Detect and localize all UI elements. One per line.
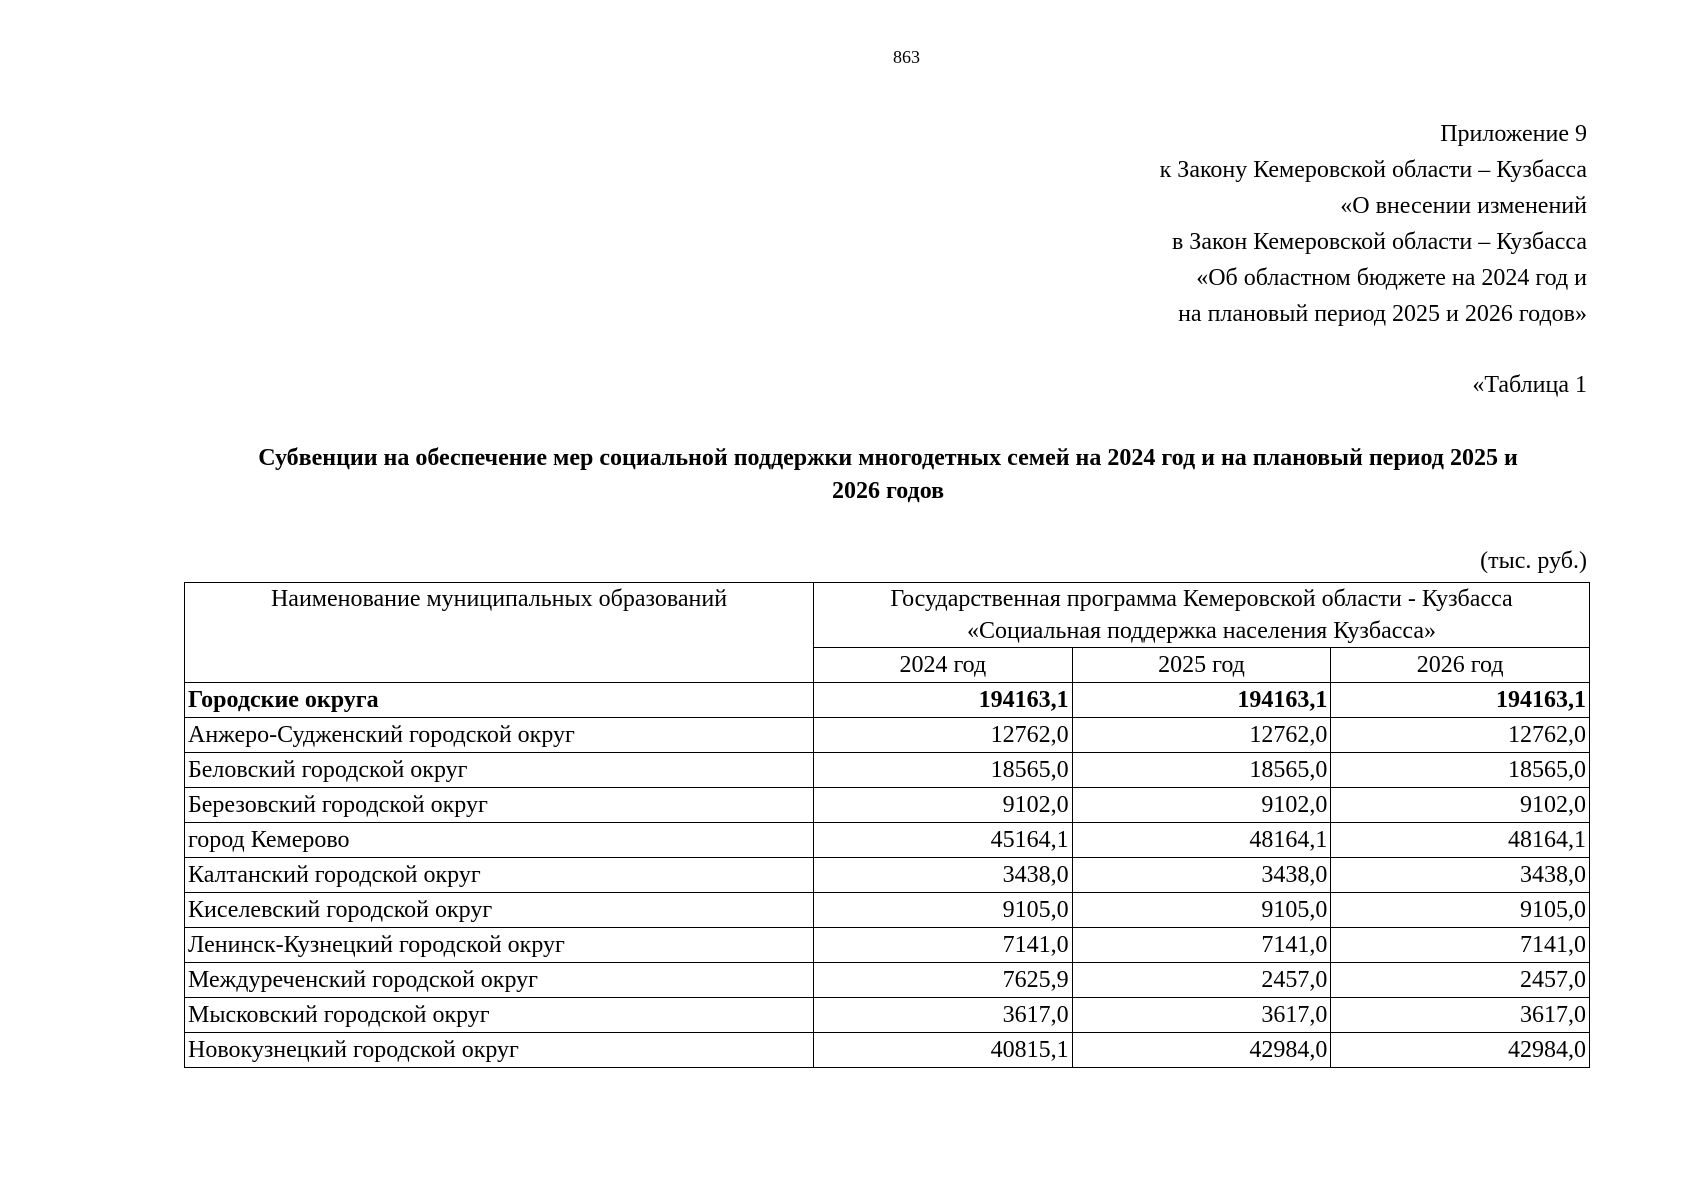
cell-name: Анжеро-Судженский городской округ [185, 718, 814, 753]
cell-2025: 12762,0 [1072, 718, 1331, 753]
cell-2026: 2457,0 [1331, 963, 1590, 998]
table-row [185, 998, 1590, 1033]
cell-2026: 7141,0 [1331, 928, 1590, 963]
header-program-line: Государственная программа Кемеровской области - Кузбасса [890, 586, 1513, 612]
cell-2026: 194163,1 [1331, 683, 1590, 718]
table-row [185, 1033, 1590, 1068]
document-title [188, 442, 1588, 508]
cell-name: Ленинск-Кузнецкий городской округ [185, 928, 814, 963]
cell-2025: 9102,0 [1072, 788, 1331, 823]
table-caption: «Таблица 1 [1472, 372, 1587, 398]
cell-2025: 3438,0 [1072, 858, 1331, 893]
cell-2026: 18565,0 [1331, 753, 1590, 788]
subsidies-table [184, 582, 1590, 1068]
cell-2024: 18565,0 [814, 753, 1073, 788]
cell-2025: 18565,0 [1072, 753, 1331, 788]
table-row [185, 928, 1590, 963]
units-label: (тыс. руб.) [1480, 548, 1587, 574]
cell-2025: 42984,0 [1072, 1033, 1331, 1068]
table-row [185, 963, 1590, 998]
document-title-line: Субвенции на обеспечение мер социальной поддержки многодетных семей на 2024 год и на плановый период 2025 и [258, 445, 1518, 471]
table-header-row [185, 583, 1590, 648]
cell-2025: 48164,1 [1072, 823, 1331, 858]
cell-name: Городские округа [185, 683, 814, 718]
cell-2024: 12762,0 [814, 718, 1073, 753]
header-year-2025: 2025 год [1072, 648, 1331, 683]
cell-2026: 48164,1 [1331, 823, 1590, 858]
table-row-total [185, 683, 1590, 718]
cell-name: Беловский городской округ [185, 753, 814, 788]
cell-2024: 3617,0 [814, 998, 1073, 1033]
cell-2024: 9105,0 [814, 893, 1073, 928]
cell-2024: 194163,1 [814, 683, 1073, 718]
cell-name: город Кемерово [185, 823, 814, 858]
cell-2024: 3438,0 [814, 858, 1073, 893]
document-title-line: 2026 годов [831, 478, 945, 504]
table-row [185, 893, 1590, 928]
header-year-2026: 2026 год [1331, 648, 1590, 683]
cell-2024: 7625,9 [814, 963, 1073, 998]
appendix-line: в Закон Кемеровской области – Кузбасса [1171, 229, 1587, 255]
appendix-line: «Об областном бюджете на 2024 год и [1196, 265, 1587, 291]
cell-name: Новокузнецкий городской округ [185, 1033, 814, 1068]
cell-2024: 40815,1 [814, 1033, 1073, 1068]
appendix-line: Приложение 9 [1440, 121, 1587, 147]
cell-2025: 194163,1 [1072, 683, 1331, 718]
cell-name: Калтанский городской округ [185, 858, 814, 893]
cell-2025: 7141,0 [1072, 928, 1331, 963]
header-program-line: «Социальная поддержка населения Кузбасса» [966, 618, 1437, 644]
table-row [185, 788, 1590, 823]
cell-2026: 3438,0 [1331, 858, 1590, 893]
cell-name: Киселевский городской округ [185, 893, 814, 928]
header-year-2024: 2024 год [814, 648, 1073, 683]
header-municipality: Наименование муниципальных образований [185, 583, 814, 683]
cell-2026: 3617,0 [1331, 998, 1590, 1033]
cell-2024: 7141,0 [814, 928, 1073, 963]
cell-2025: 2457,0 [1072, 963, 1331, 998]
cell-2026: 9105,0 [1331, 893, 1590, 928]
appendix-reference [1160, 116, 1587, 332]
header-program [814, 583, 1590, 648]
cell-2024: 45164,1 [814, 823, 1073, 858]
cell-2026: 42984,0 [1331, 1033, 1590, 1068]
table-row [185, 823, 1590, 858]
cell-2024: 9102,0 [814, 788, 1073, 823]
table-row [185, 753, 1590, 788]
appendix-line: к Закону Кемеровской области – Кузбасса [1159, 157, 1587, 183]
cell-name: Междуреченский городской округ [185, 963, 814, 998]
cell-name: Мысковский городской округ [185, 998, 814, 1033]
cell-2025: 9105,0 [1072, 893, 1331, 928]
cell-2026: 9102,0 [1331, 788, 1590, 823]
cell-name: Березовский городской округ [185, 788, 814, 823]
appendix-line: на плановый период 2025 и 2026 годов» [1178, 301, 1587, 327]
table-row [185, 718, 1590, 753]
table-row [185, 858, 1590, 893]
appendix-line: «О внесении изменений [1340, 193, 1587, 219]
page-number: 863 [893, 47, 920, 67]
cell-2025: 3617,0 [1072, 998, 1331, 1033]
cell-2026: 12762,0 [1331, 718, 1590, 753]
